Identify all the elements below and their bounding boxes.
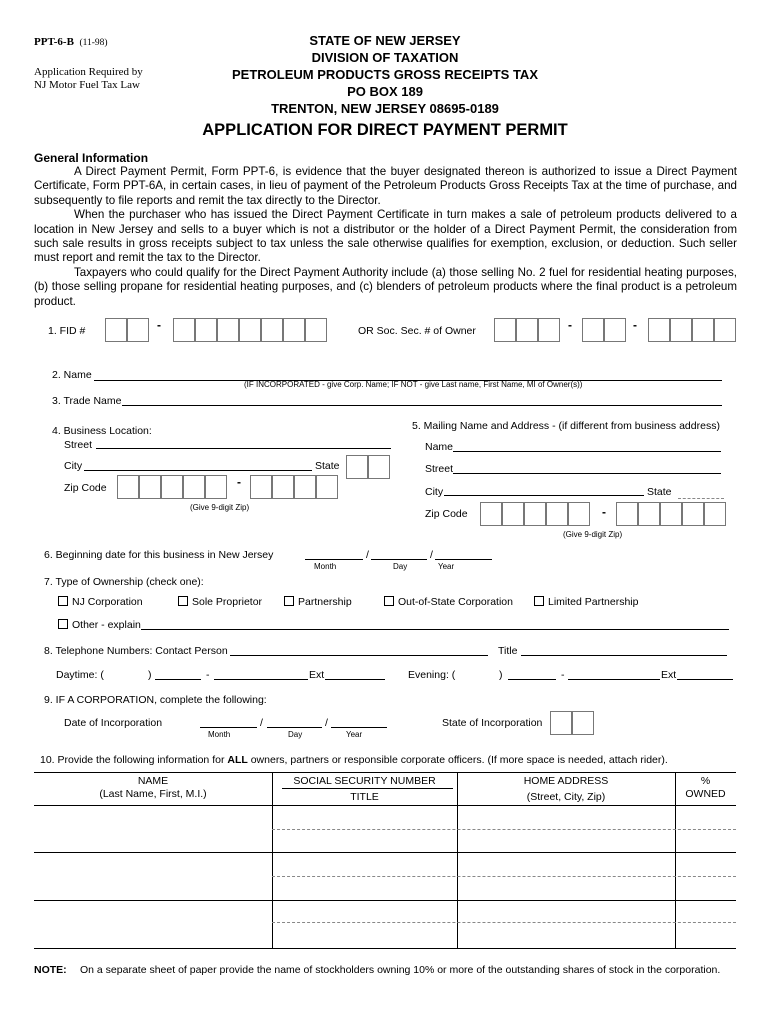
slash: / xyxy=(430,549,433,561)
mailing-street-label: Street xyxy=(425,463,454,475)
mailing-zip-hint: (Give 9-digit Zip) xyxy=(563,530,623,539)
fid-digit-box[interactable] xyxy=(305,318,327,342)
header-city: TRENTON, NEW JERSEY 08695-0189 xyxy=(271,101,499,116)
checkbox[interactable] xyxy=(534,596,544,606)
checkbox[interactable] xyxy=(384,596,394,606)
date-inc-label: Date of Incorporation xyxy=(64,717,163,729)
business-zip-box[interactable] xyxy=(205,475,227,499)
contact-title-field[interactable] xyxy=(521,655,727,656)
ssn-digit-box[interactable] xyxy=(692,318,714,342)
fid-digit-box[interactable] xyxy=(195,318,217,342)
ssn-digit-box[interactable] xyxy=(582,318,604,342)
dash-text: - xyxy=(206,669,210,681)
daytime-prefix-field[interactable] xyxy=(155,679,201,680)
dash: - xyxy=(633,318,637,332)
ownership-label: 7. Type of Ownership (check one): xyxy=(44,576,204,588)
mailing-zip-box[interactable] xyxy=(704,502,726,526)
form-id: PPT-6-B (11-98) xyxy=(34,36,108,48)
slash: / xyxy=(325,717,328,729)
dash: - xyxy=(568,318,572,332)
mailing-zip-box[interactable] xyxy=(546,502,568,526)
fid-digit-box[interactable] xyxy=(283,318,305,342)
table-row-divider xyxy=(272,829,736,830)
contact-person-field[interactable] xyxy=(230,655,488,656)
month-caption: Month xyxy=(314,562,337,571)
ssn-label: OR Soc. Sec. # of Owner xyxy=(358,325,476,337)
table-row-divider xyxy=(272,922,736,923)
mailing-name-label: Name xyxy=(425,441,454,453)
slash: / xyxy=(260,717,263,729)
mailing-zip-box[interactable] xyxy=(682,502,704,526)
state-inc-box[interactable] xyxy=(550,711,572,735)
day-caption: Day xyxy=(288,730,303,739)
telephone-label: 8. Telephone Numbers: Contact Person xyxy=(44,645,228,657)
business-zip-box[interactable] xyxy=(272,475,294,499)
begin-year-field[interactable] xyxy=(435,559,492,560)
beginning-date-label: 6. Beginning date for this business in New Jersey xyxy=(44,549,274,561)
dash-text: - xyxy=(561,669,565,681)
title-label: Title xyxy=(498,645,518,657)
corporation-label: 9. IF A CORPORATION, complete the following: xyxy=(44,694,267,706)
evening-ext-field[interactable] xyxy=(677,679,733,680)
business-state-box[interactable] xyxy=(368,455,390,479)
business-zip-box[interactable] xyxy=(250,475,272,499)
fid-digit-box[interactable] xyxy=(127,318,149,342)
mailing-zip-box[interactable] xyxy=(480,502,502,526)
table-row-divider xyxy=(272,876,736,877)
mailing-zip-box[interactable] xyxy=(660,502,682,526)
header-division: DIVISION OF TAXATION xyxy=(311,50,459,65)
state-inc-box[interactable] xyxy=(572,711,594,735)
trade-name-label: 3. Trade Name xyxy=(52,395,122,407)
col-name-header: NAME xyxy=(137,775,169,787)
year-caption: Year xyxy=(346,730,363,739)
business-zip-box[interactable] xyxy=(117,475,139,499)
business-zip-box[interactable] xyxy=(139,475,161,499)
fid-digit-box[interactable] xyxy=(217,318,239,342)
name-label: 2. Name xyxy=(52,369,92,381)
fid-digit-box[interactable] xyxy=(261,318,283,342)
col-name-sub: (Last Name, First, M.I.) xyxy=(99,788,207,800)
mailing-street-field[interactable] xyxy=(453,473,721,474)
header-state: STATE OF NEW JERSEY xyxy=(309,33,461,48)
general-heading: General Information xyxy=(34,151,149,165)
inc-year-field[interactable] xyxy=(331,727,387,728)
slash: / xyxy=(366,549,369,561)
name-hint: (IF INCORPORATED - give Corp. Name; IF NOT - give Last name, First Name, MI of Owner(s)) xyxy=(244,380,583,389)
required-note: Application Required by NJ Motor Fuel Tax Law xyxy=(34,66,143,91)
dash: - xyxy=(237,475,241,489)
page-title: APPLICATION FOR DIRECT PAYMENT PERMIT xyxy=(202,121,568,139)
trade-name-field[interactable] xyxy=(122,405,722,406)
table-row[interactable] xyxy=(34,852,736,853)
mailing-zip-box[interactable] xyxy=(616,502,638,526)
street-label: Street xyxy=(64,439,93,451)
mailing-state-field[interactable] xyxy=(678,498,724,499)
business-city-field[interactable] xyxy=(84,470,312,471)
dash: - xyxy=(602,505,606,519)
mailing-label: 5. Mailing Name and Address - (if different from business address) xyxy=(412,420,720,432)
table-bottom-border xyxy=(34,948,736,949)
col-ssn-header: SOCIAL SECURITY NUMBER xyxy=(293,775,436,787)
fid-digit-box[interactable] xyxy=(239,318,261,342)
ownership-nj-corporation[interactable]: NJ Corporation xyxy=(58,596,143,608)
col-owned-header: OWNED xyxy=(685,788,726,800)
zip-hint: (Give 9-digit Zip) xyxy=(190,503,250,512)
zip-label: Zip Code xyxy=(64,482,107,494)
business-street-field[interactable] xyxy=(96,448,391,449)
paren-close: ) xyxy=(148,669,152,681)
ssn-digit-box[interactable] xyxy=(494,318,516,342)
mailing-zip-box[interactable] xyxy=(524,502,546,526)
fid-digit-box[interactable] xyxy=(105,318,127,342)
mailing-zip-box[interactable] xyxy=(502,502,524,526)
general-text: A Direct Payment Permit, Form PPT-6, is evidence that the buyer designated thereon is authorized to issue a Direct Payment Certificate, Form PPT-6A, in certain cases, in lieu of payment of the Petroleum Products Gross Receipts Tax at the time of purchase, and subsequently to file reports and remit the tax directly to the Director. When the purchaser who has issued the Direct Payment Certificate in turn makes a sale of petroleum products delivered to a location in New Jersey and sells to a buyer which is not a distributor or the holder of a Direct Payment Permit, the consideration from such sale results in gross receipts subject to tax unless the sale otherwise qualifies for exemption, exclusion, or deduction. Such seller must report and remit the tax to the Director. Taxpayers who could qualify for the Direct Payment Authority include (a) those selling No. 2 fuel for residential heating purposes, (b) those selling propane for residential heating purposes, and (c) blenders of petroleum products where the final product is a petroleum product. xyxy=(34,165,737,308)
table-top-border xyxy=(34,772,736,773)
ssn-digit-box[interactable] xyxy=(516,318,538,342)
other-explain-field[interactable] xyxy=(141,629,729,630)
paren-close: ) xyxy=(499,669,503,681)
mailing-zip-box[interactable] xyxy=(568,502,590,526)
daytime-ext-field[interactable] xyxy=(325,679,385,680)
daytime-label: Daytime: ( xyxy=(56,669,104,681)
day-caption: Day xyxy=(393,562,408,571)
inc-month-field[interactable] xyxy=(200,727,257,728)
mailing-name-field[interactable] xyxy=(453,451,721,452)
col-address-header: HOME ADDRESS xyxy=(523,775,609,787)
mailing-zip-box[interactable] xyxy=(638,502,660,526)
mailing-state-label: State xyxy=(647,486,672,498)
header-tax: PETROLEUM PRODUCTS GROSS RECEIPTS TAX xyxy=(231,67,538,82)
ownership-partnership[interactable]: Partnership xyxy=(284,596,352,608)
begin-day-field[interactable] xyxy=(371,559,427,560)
state-inc-label: State of Incorporation xyxy=(442,717,543,729)
note-label: NOTE: xyxy=(34,964,67,976)
year-caption: Year xyxy=(438,562,455,571)
evening-number-field[interactable] xyxy=(568,679,660,680)
checkbox[interactable] xyxy=(58,596,68,606)
ownership-other[interactable]: Other - explain xyxy=(58,619,141,631)
ssn-digit-box[interactable] xyxy=(538,318,560,342)
header-pobox: PO BOX 189 xyxy=(347,84,423,99)
checkbox[interactable] xyxy=(178,596,188,606)
col-pct-header: % xyxy=(700,775,711,787)
fid-digit-box[interactable] xyxy=(173,318,195,342)
ssn-digit-box[interactable] xyxy=(670,318,692,342)
note-text: On a separate sheet of paper provide the name of stockholders owning 10% or more of the outstanding shares of stock in the corporation. xyxy=(80,964,721,976)
month-caption: Month xyxy=(208,730,231,739)
ownership-out-of-state[interactable]: Out-of-State Corporation xyxy=(384,596,513,608)
table-row[interactable] xyxy=(34,900,736,901)
col-title-header: TITLE xyxy=(350,791,379,803)
business-zip-box[interactable] xyxy=(316,475,338,499)
ext-label: Ext xyxy=(661,669,677,681)
fid-label: 1. FID # xyxy=(48,325,86,337)
owners-instruction: 10. Provide the following information for ALL owners, partners or responsible corporate officers. (If more space is needed, attach rider). xyxy=(40,754,668,766)
col-address-sub: (Street, City, Zip) xyxy=(526,791,606,803)
inc-day-field[interactable] xyxy=(267,727,322,728)
ssn-digit-box[interactable] xyxy=(604,318,626,342)
ssn-digit-box[interactable] xyxy=(648,318,670,342)
ext-label: Ext xyxy=(309,669,325,681)
business-zip-box[interactable] xyxy=(183,475,205,499)
mailing-zip-label: Zip Code xyxy=(425,508,468,520)
checkbox[interactable] xyxy=(58,619,68,629)
ownership-sole-proprietor[interactable]: Sole Proprietor xyxy=(178,596,262,608)
table-header-border xyxy=(34,805,736,806)
begin-month-field[interactable] xyxy=(305,559,363,560)
evening-prefix-field[interactable] xyxy=(508,679,556,680)
business-location-label: 4. Business Location: xyxy=(52,425,152,437)
daytime-number-field[interactable] xyxy=(214,679,308,680)
city-label: City xyxy=(64,460,83,472)
business-zip-box[interactable] xyxy=(161,475,183,499)
ssn-digit-box[interactable] xyxy=(714,318,736,342)
ownership-limited-partnership[interactable]: Limited Partnership xyxy=(534,596,638,608)
business-state-box[interactable] xyxy=(346,455,368,479)
mailing-city-field[interactable] xyxy=(444,495,644,496)
checkbox[interactable] xyxy=(284,596,294,606)
mailing-city-label: City xyxy=(425,486,444,498)
dash: - xyxy=(157,318,161,332)
state-label: State xyxy=(315,460,340,472)
business-zip-box[interactable] xyxy=(294,475,316,499)
ssn-title-divider xyxy=(282,788,453,789)
evening-label: Evening: ( xyxy=(408,669,456,681)
